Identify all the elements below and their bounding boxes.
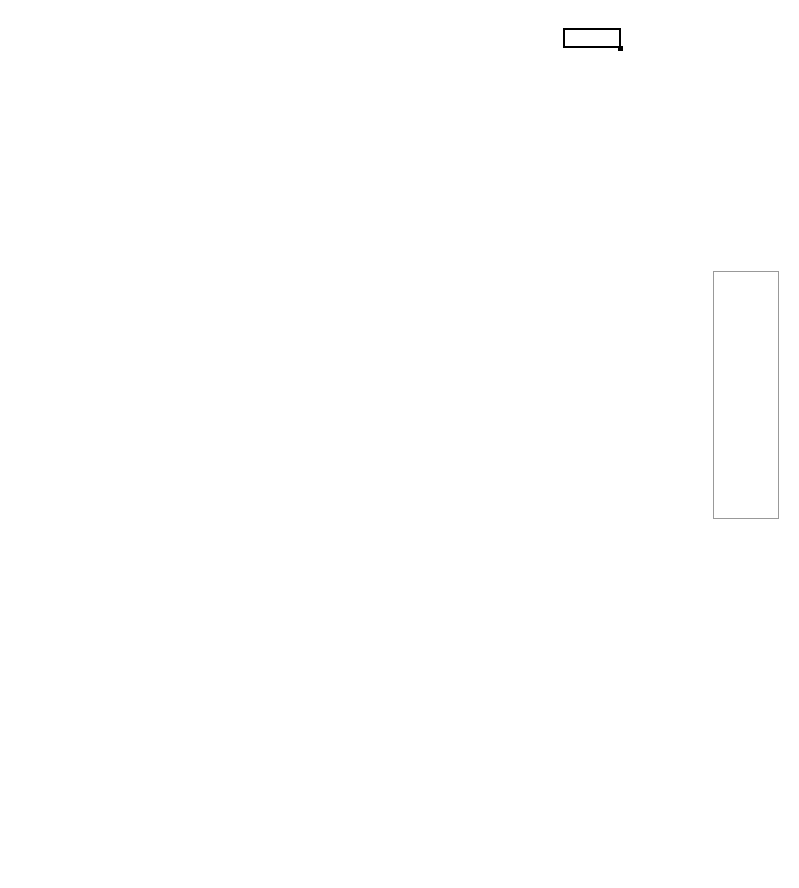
weighin-ave-label (278, 52, 368, 69)
weighin-men-label (276, 70, 336, 100)
count-label (91, 52, 271, 69)
fill-handle[interactable] (618, 46, 623, 51)
error-cell (740, 52, 798, 69)
points-legend (713, 271, 779, 519)
rev-label (56, 70, 88, 100)
selected-cell[interactable] (563, 28, 621, 48)
ranking-table (0, 99, 799, 888)
